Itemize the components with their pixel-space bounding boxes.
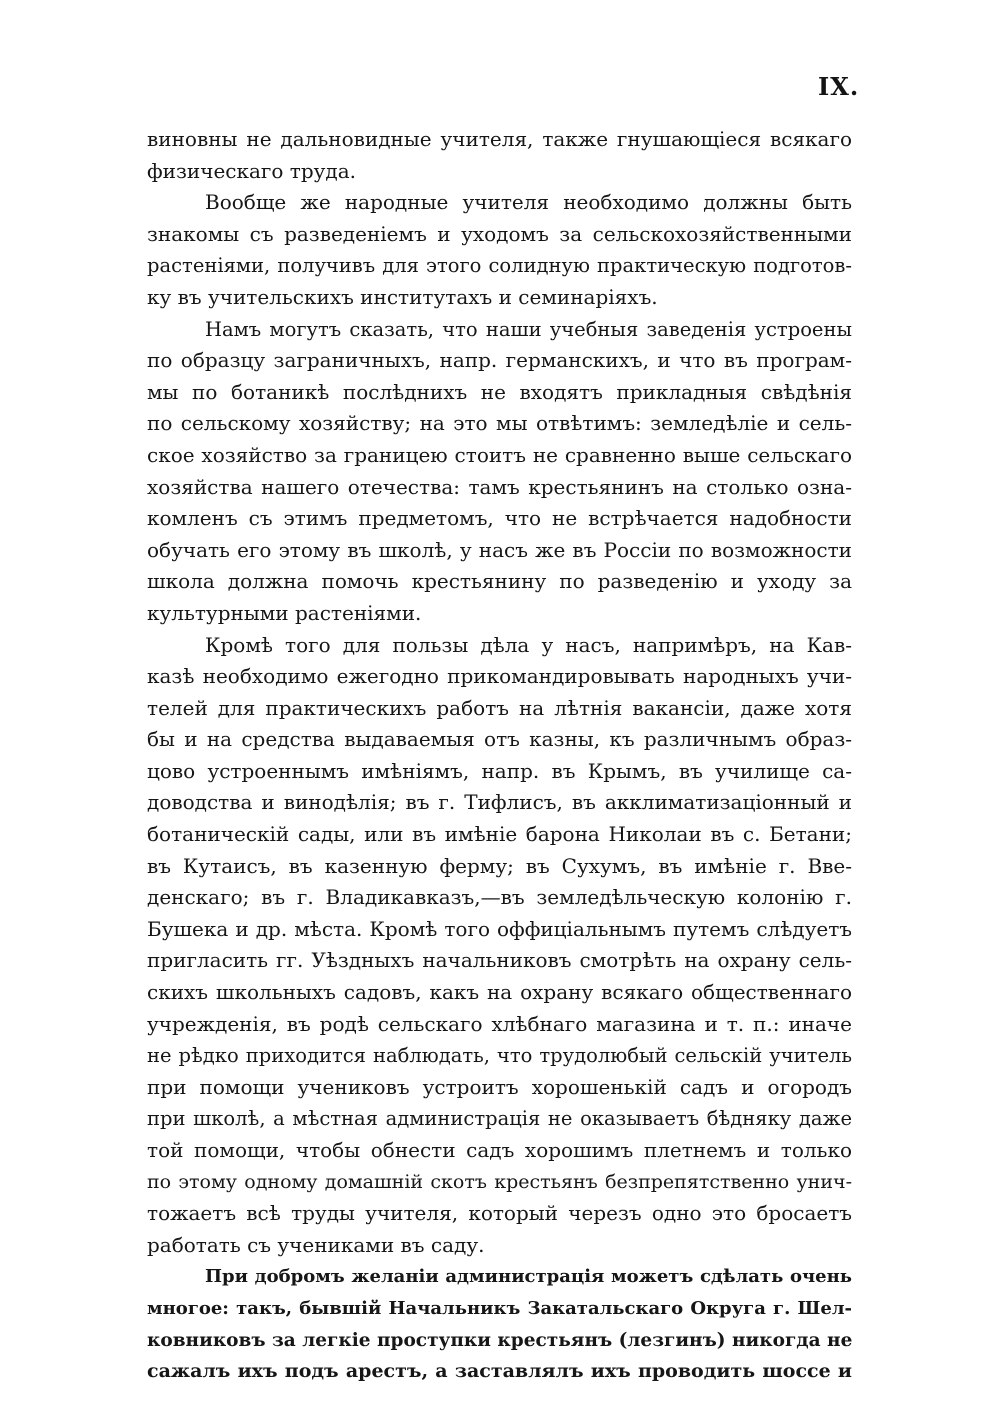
text-line: обучать его этому въ школѣ, у насъ же въ Россіи по возможности	[147, 537, 852, 562]
text-line: школа должна помочь крестьянину по разведенію и уходу за	[147, 569, 852, 594]
text-line: ботаническій сады, или въ имѣніе барона Николаи въ с. Бетани;	[147, 822, 852, 847]
text-line: работать съ учениками въ саду.	[147, 1232, 485, 1257]
text-line: Намъ могутъ сказать, что наши учебныя заведенія устроены	[205, 317, 852, 341]
text-line: знакомы съ разведеніемъ и уходомъ за сельскохозяйственными	[147, 221, 852, 246]
text-line: виновны не дальновидные учителя, также гнушающіеся всякаго	[147, 127, 852, 151]
text-line: при помощи учениковъ устроитъ хорошенькій садъ и огородъ	[147, 1074, 852, 1099]
text-line: цово устроеннымъ имѣніямъ, напр. въ Крымъ, въ училище са-	[147, 758, 852, 783]
text-line: комленъ съ этимъ предметомъ, что не встрѣчается надобности	[147, 506, 852, 531]
paragraph	[147, 314, 852, 630]
page-number: IX.	[818, 72, 860, 101]
paragraph	[147, 630, 852, 1262]
text-line: Бушека и др. мѣста. Кромѣ того оффиціальнымъ путемъ слѣдуетъ	[147, 916, 852, 941]
text-line: ковниковъ за легкіе проступки крестьянъ (лезгинъ) никогда не	[147, 1329, 852, 1351]
text-line: Кромѣ того для пользы дѣла у насъ, напримѣръ, на Кав-	[205, 632, 852, 657]
text-line: по сельскому хозяйству; на это мы отвѣтимъ: земледѣліе и сель-	[147, 411, 852, 436]
text-line: по образцу заграничныхъ, напр. германскихъ, и что въ програм-	[147, 348, 852, 373]
body-text	[147, 124, 852, 1388]
text-line: пригласить гг. Уѣздныхъ начальниковъ смотрѣть на охрану сель-	[147, 948, 852, 973]
text-line: тожаетъ всѣ труды учителя, который черезъ одно это бросаетъ	[147, 1201, 852, 1226]
text-line: доводства и винодѣлія; въ г. Тифлисъ, въ акклиматизаціонный и	[147, 790, 852, 815]
text-line: мы по ботаникѣ послѣднихъ не входятъ прикладныя свѣдѣнія	[147, 379, 852, 404]
text-line: скихъ школьныхъ садовъ, какъ на охрану всякаго общественнаго	[147, 980, 852, 1005]
text-line: хозяйства нашего отечества: тамъ крестьянинъ на столько озна-	[147, 474, 852, 499]
text-line: по этому одному домашній скотъ крестьянъ безпрепятственно унич-	[147, 1170, 852, 1193]
text-line: сажалъ ихъ подъ арестъ, а заставлялъ ихъ проводить шоссе и	[147, 1360, 852, 1383]
paragraph	[147, 1261, 852, 1387]
text-line: Вообще же народные учителя необходимо должны быть	[205, 190, 852, 215]
text-line: физическаго труда.	[147, 158, 357, 183]
text-line: культурными растеніями.	[147, 600, 422, 625]
text-line: бы и на средства выдаваемыя отъ казны, къ различнымъ образ-	[147, 727, 852, 752]
text-line: не рѣдко приходится наблюдать, что трудолюбый сельскій учитель	[147, 1044, 852, 1068]
text-line: ку въ учительскихъ институтахъ и семинаріяхъ.	[147, 284, 658, 309]
paragraph	[147, 124, 852, 187]
text-line: ское хозяйство за границею стоитъ не сравненно выше сельскаго	[147, 442, 852, 467]
text-line: денскаго; въ г. Владикавказъ,—въ земледѣльческую колонію г.	[147, 885, 852, 910]
text-line: въ Кутаисъ, въ казенную ферму; въ Сухумъ, въ имѣніе г. Вве-	[147, 853, 852, 878]
text-line: при школѣ, а мѣстная администрація не оказываетъ бѣдняку даже	[147, 1107, 852, 1131]
text-line: При добромъ желаніи администрація можетъ сдѣлать очень	[205, 1266, 852, 1288]
text-line: растеніями, получивъ для этого солидную практическую подготов-	[147, 254, 852, 278]
text-line: той помощи, чтобы обнести садъ хорошимъ плетнемъ и только	[147, 1138, 852, 1162]
text-line: учрежденія, въ родѣ сельскаго хлѣбнаго магазина и т. п.: иначе	[147, 1011, 852, 1036]
text-line: многое: такъ, бывшій Начальникъ Закатальскаго Округа г. Шел-	[147, 1297, 852, 1319]
text-line: казѣ необходимо ежегодно прикомандировывать народныхъ учи-	[147, 664, 852, 689]
text-line: телей для практическихъ работъ на лѣтнія вакансіи, даже хотя	[147, 695, 852, 720]
paragraph	[147, 187, 852, 313]
